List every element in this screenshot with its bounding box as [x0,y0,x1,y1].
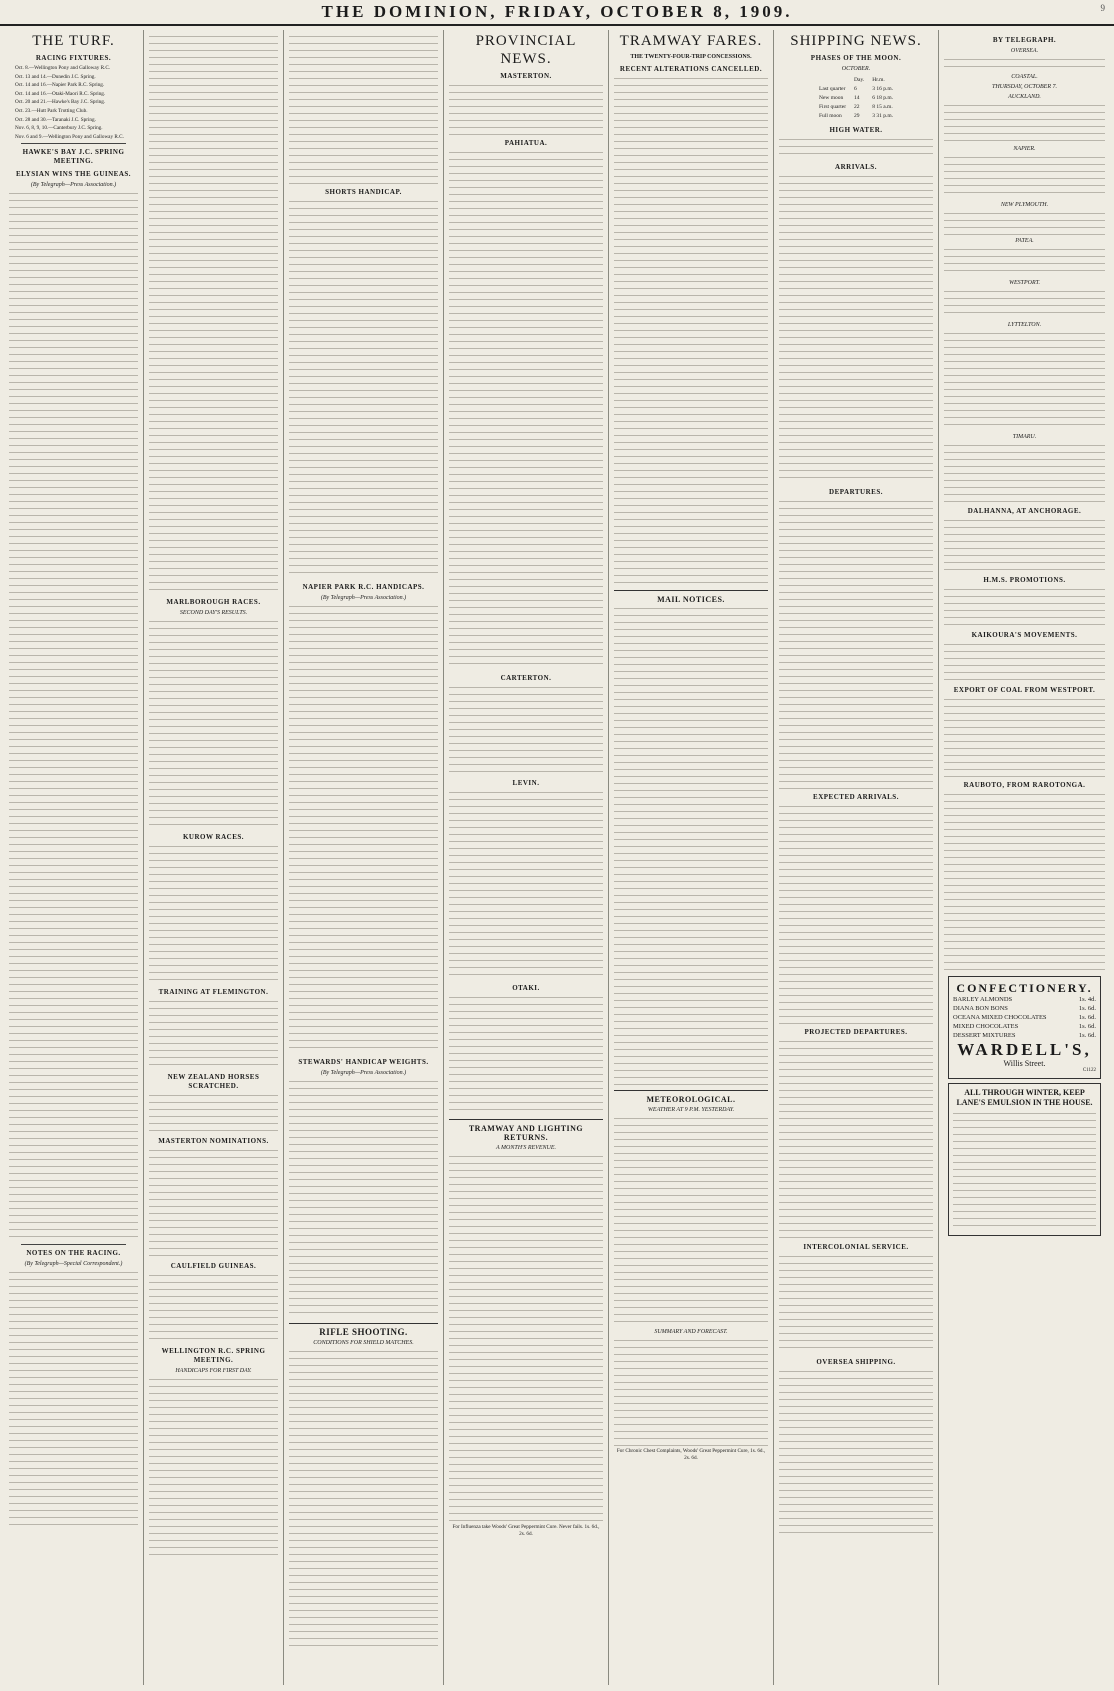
confectionery-title: CONFECTIONERY. [956,981,1093,995]
patea-subheading: PATEA. [1015,238,1034,244]
weather-text [614,1116,768,1326]
ad-item-row [953,1004,1096,1013]
willis-street: Willis Street. [1003,1059,1046,1068]
napier-text [944,155,1105,199]
section-title-turf: THE TURF. [32,33,115,49]
intercolonial-heading: INTERCOLONIAL SERVICE. [803,1243,909,1252]
flemington-text [149,999,278,1069]
column-turf [4,30,144,1685]
coastal-subheading: COASTAL. [1011,74,1038,80]
hbjc-heading: HAWKE'S BAY J.C. SPRING MEETING. [22,148,125,166]
arrivals-text [779,174,933,484]
ad-code: C1122 [1082,1068,1096,1074]
divider [21,143,126,144]
ad-item-price: 1s. 6d. [1078,1023,1096,1030]
auckland-text [944,103,1105,143]
tramway-subheading: THE TWENTY-FOUR-TRIP CONCESSIONS. [630,54,752,60]
kaikoura-text [944,642,1105,682]
column-provincial-news [444,30,609,1685]
intercolonial-text [779,1254,933,1354]
notes-heading: NOTES ON THE RACING. [26,1249,121,1258]
ad-item-price: 1s. 6d. [1078,1032,1096,1039]
divider [289,1323,438,1324]
projected-departures-text [779,1039,933,1239]
tramway-lighting-heading: TRAMWAY AND LIGHTING RETURNS. [468,1124,584,1142]
moon-row [816,86,896,93]
ad-item-name: DESSERT MIXTURES [953,1032,1016,1039]
press-association-byline: (By Telegraph—Press Association.) [30,182,117,189]
elysian-heading: ELYSIAN WINS THE GUINEAS. [15,170,132,179]
kaikoura-heading: KAIKOURA'S MOVEMENTS. [971,631,1078,639]
lyttelton-subheading: LYTTELTON. [1007,322,1042,328]
ad-item-name: OCEANA MIXED CHOCOLATES [953,1014,1047,1021]
lanes-emulsion-text [953,1111,1096,1231]
napier-text [289,604,438,1054]
fixture-item: Oct. 20 and 21.—Hawke's Bay J.C. Spring. [15,99,106,106]
fixture-item: Oct. 23.—Hutt Park Trotting Club. [15,107,88,114]
rifle-text [289,1349,438,1649]
moon-day: 22 [854,104,860,111]
ad-item-price: 1s. 6d. [1078,1005,1096,1012]
flemington-heading: TRAINING AT FLEMINGTON. [158,988,269,996]
newspaper-columns [4,30,1110,1685]
oversea-subheading: OVERSEA. [1010,48,1039,54]
wardells-confectionery-ad [948,976,1101,1079]
pahiatua-heading: PAHIATUA. [504,139,548,147]
napier-byline: (By Telegraph—Press Association.) [320,595,407,601]
by-telegraph-heading: BY TELEGRAPH. [992,36,1057,44]
newspaper-headline: THE DOMINION, FRIDAY, OCTOBER 8, 1909. [321,2,793,21]
wellington-rc-text [149,1377,278,1557]
napier-handicaps-heading: NAPIER PARK R.C. HANDICAPS. [302,583,425,591]
fixture-item: Oct. 28 and 30.—Taranaki J.C. Spring. [15,116,96,123]
summary-forecast-subheading: SUMMARY AND FORECAST. [654,1329,728,1335]
rarotonga-text [944,792,1105,972]
new-plymouth-subheading: NEW PLYMOUTH. [1000,202,1049,208]
caulfield-heading: CAULFIELD GUINEAS. [170,1262,257,1270]
second-day-subheading: SECOND DAY'S RESULTS. [179,610,248,616]
masthead [0,0,1114,26]
rarotonga-heading: RAUBOTO, FROM RAROTONGA. [963,781,1086,789]
dalhanna-heading: DALHANNA, AT ANCHORAGE. [967,507,1082,515]
carterton-text [449,685,603,775]
moon-row [816,113,896,120]
meteorological-heading: METEOROLOGICAL. [646,1095,736,1104]
levin-heading: LEVIN. [512,779,540,787]
divider [614,590,768,591]
stewards-byline: (By Telegraph—Press Association.) [320,1070,407,1076]
moon-row [816,95,896,102]
ad-item-name: DIANA BON BONS [953,1005,1008,1012]
fixture-item: Nov. 6 and 9.—Wellington Pony and Galloway R.C. [15,133,124,140]
divider [614,1090,768,1091]
ad-item-price: 1s. 4d. [1078,996,1096,1003]
coal-export-text [944,697,1105,777]
hms-promotions-text [944,587,1105,627]
shorts-handicap-heading: SHORTS HANDICAP. [325,188,402,196]
section-title-shipping: SHIPPING NEWS. [790,33,922,49]
fixtures-list [9,65,138,140]
ad-item-name: BARLEY ALMONDS [953,996,1013,1003]
fixture-item: Oct. 13 and 14.—Dunedin J.C. Spring. [15,73,96,80]
moon-phases-table [814,75,898,122]
fixture-item: Nov. 6, 8, 9, 10.—Canterbury J.C. Spring. [15,125,103,132]
shorts-text [289,199,438,579]
race-results-text [9,191,138,1241]
napier-subheading: NAPIER. [1013,146,1036,152]
rifle-subheading: CONDITIONS FOR SHIELD MATCHES. [313,1340,414,1346]
mail-notices-heading: MAIL NOTICES. [657,595,725,604]
masterton-nominations-heading: MASTERTON NOMINATIONS. [158,1137,269,1145]
ad-item-price: 1s. 6d. [1078,1014,1096,1021]
ad-item-row [953,1013,1096,1022]
moon-row [816,104,896,111]
hms-promotions-heading: H.M.S. PROMOTIONS. [983,576,1066,584]
thursday-subheading: THURSDAY, OCTOBER 7. [991,84,1057,90]
stewards-text [289,1079,438,1319]
chest-complaints-ad-line: For Chronic Chest Complaints, Woods' Great Peppermint Cure, 1s. 6d., 2s. 6d. [616,1448,766,1461]
racing-fixtures-heading: RACING FIXTURES. [35,54,112,62]
kurow-text [149,844,278,984]
moon-phase: Full moon [818,113,842,120]
moon-day: 14 [854,95,860,102]
moon-col-day: Day. [854,77,865,83]
peppermint-ad-line: For Influenza take Woods' Great Peppermint Cure. Never fails. 1s. 6d., 2s. 6d. [452,1524,600,1537]
page-number: 9 [1100,3,1106,13]
masterton-text [449,83,603,135]
westport-text [944,289,1105,319]
fixture-item: Oct. 14 and 16.—Napier Park R.C. Spring. [15,82,105,89]
moon-time: 3 16 p.m. [872,86,893,93]
special-correspondent-byline: (By Telegraph—Special Correspondent.) [24,1261,123,1268]
otaki-heading: OTAKI. [512,984,540,992]
moon-phases-heading: PHASES OF THE MOON. [810,54,902,62]
lyttelton-text [944,331,1105,431]
ad-item-row [953,1031,1096,1040]
fixture-item: Oct. 14 and 16.—Otaki-Maori R.C. Spring. [15,90,106,97]
moon-phase: First quarter [818,104,847,111]
handicap-text [289,34,438,184]
column-tramway-fares [609,30,774,1685]
moon-time: 8 15 a.m. [872,104,893,111]
moon-month: OCTOBER. [841,66,871,72]
high-water-text [779,137,933,159]
departures-text [779,499,933,789]
tramway-revenue-text [449,1154,603,1524]
column-handicaps [284,30,444,1685]
results-text [149,34,278,594]
notes-text [9,1270,138,1530]
moon-day: 29 [854,113,860,120]
arrivals-heading: ARRIVALS. [835,163,877,172]
carterton-heading: CARTERTON. [500,674,552,682]
divider [21,1244,126,1245]
section-title-tramway: TRAMWAY FARES. [619,33,763,49]
high-water-heading: HIGH WATER. [829,126,883,135]
coal-export-heading: EXPORT OF COAL FROM WESTPORT. [953,686,1096,694]
expected-arrivals-text [779,804,933,1024]
column-racing-results [144,30,284,1685]
handicaps-first-day: HANDICAPS FOR FIRST DAY. [175,1368,252,1374]
forecast-text [614,1338,768,1448]
pahiatua-text [449,150,603,670]
marlborough-text [149,619,278,829]
departures-heading: DEPARTURES. [829,488,883,497]
moon-phase: New moon [818,95,844,102]
moon-time: 6 18 p.m. [872,95,893,102]
lanes-emulsion-ad [948,1083,1101,1236]
moon-header-row [816,77,896,84]
mail-notices-text [614,606,768,1086]
section-title-provincial: PROVINCIAL NEWS. [475,33,577,67]
alterations-heading: RECENT ALTERATIONS CANCELLED. [619,65,763,73]
ad-item-row [953,1022,1096,1031]
westport-subheading: WESTPORT. [1008,280,1041,286]
moon-phase: Last quarter [818,86,846,93]
kurow-heading: KUROW RACES. [182,833,245,841]
oversea-shipping-text [779,1369,933,1539]
ad-item-name: MIXED CHOCOLATES [953,1023,1019,1030]
masterton-heading: MASTERTON. [500,72,552,80]
monthly-revenue-subheading: A MONTH'S REVENUE. [495,1145,556,1151]
moon-time: 3 31 p.m. [872,113,893,120]
weather-subheading: WEATHER AT 9 P.M. YESTERDAY. [647,1107,735,1113]
divider [449,1119,603,1120]
nz-horses-heading: NEW ZEALAND HORSES SCRATCHED. [167,1073,260,1090]
column-telegraph [939,30,1110,1685]
levin-text [449,790,603,980]
ad-item-row [953,995,1096,1004]
marlborough-heading: MARLBOROUGH RACES. [166,598,261,606]
patea-text [944,247,1105,277]
nz-horses-text [149,1093,278,1133]
dalhanna-text [944,518,1105,572]
new-plymouth-text [944,211,1105,235]
expected-arrivals-heading: EXPECTED ARRIVALS. [813,793,899,802]
wellington-rc-heading: WELLINGTON R.C. SPRING MEETING. [161,1347,266,1364]
timaru-text [944,443,1105,503]
moon-day: 6 [854,86,857,93]
column-shipping-news [774,30,939,1685]
projected-departures-heading: PROJECTED DEPARTURES. [804,1028,908,1037]
stewards-heading: STEWARDS' HANDICAP WEIGHTS. [298,1058,429,1066]
oversea-text [944,57,1105,71]
otaki-text [449,995,603,1115]
tramway-fares-text [614,76,768,586]
auckland-subheading: AUCKLAND. [1008,94,1041,100]
rifle-shooting-heading: RIFLE SHOOTING. [319,1327,408,1337]
fixture-item: Oct. 8.—Wellington Pony and Galloway R.C. [15,65,111,71]
oversea-shipping-heading: OVERSEA SHIPPING. [816,1358,896,1367]
caulfield-text [149,1273,278,1343]
masterton-nominations-text [149,1148,278,1258]
lanes-emulsion-title: ALL THROUGH WINTER, KEEP LANE'S EMULSION IN THE HOUSE. [956,1088,1093,1108]
moon-col-time: Hr.m. [872,77,885,83]
wardells-brand: WARDELL'S, [957,1040,1092,1059]
timaru-subheading: TIMARU. [1012,434,1037,440]
